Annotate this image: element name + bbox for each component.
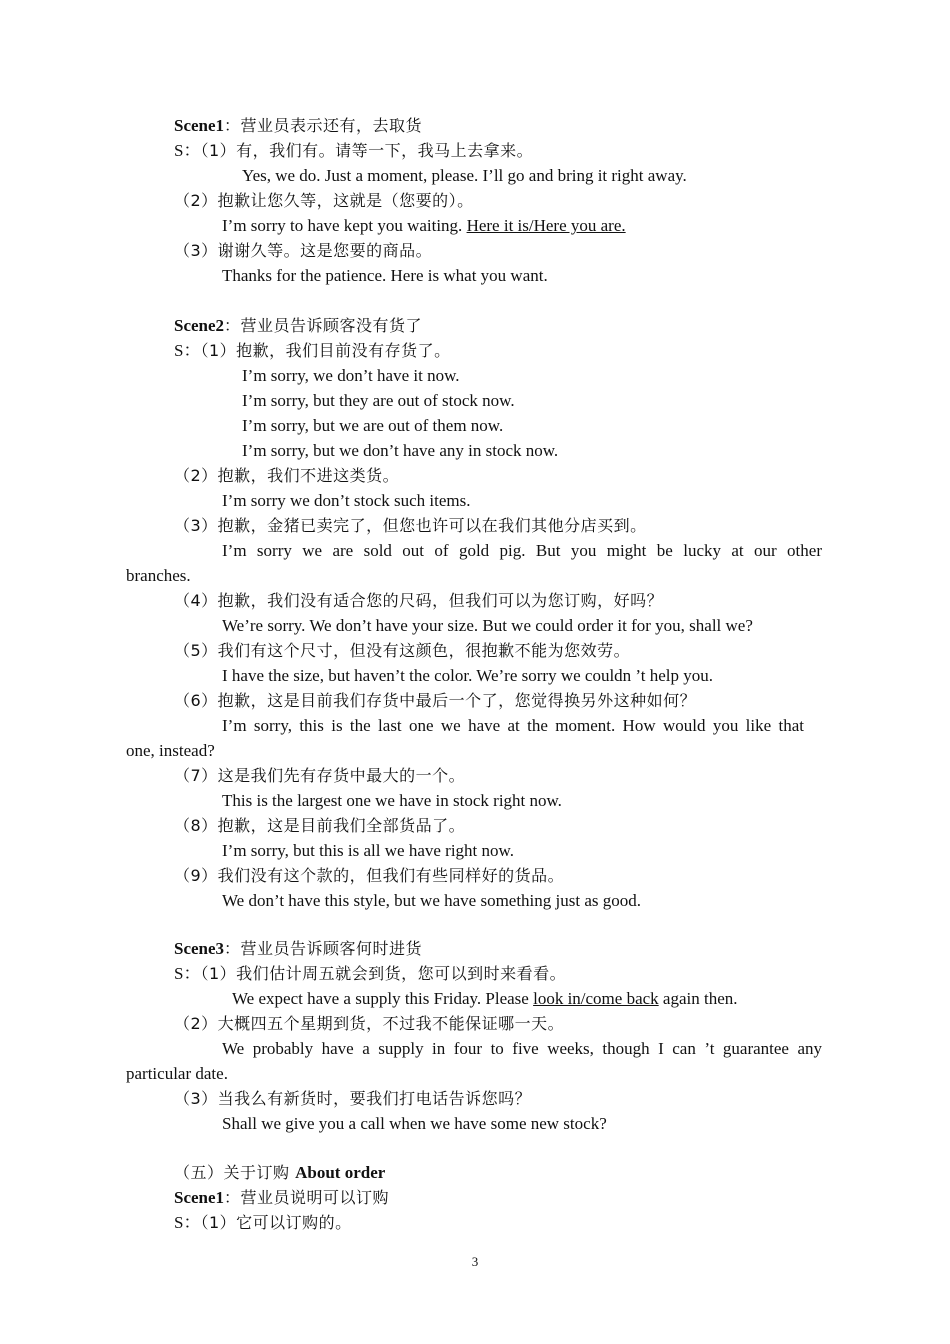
scene1-line1-zh [174, 140, 533, 162]
speaker-prefix: S： [174, 964, 201, 983]
scene2-line1-en-c: I’m sorry, but we are out of them now. [242, 416, 504, 435]
scene1-line3-zh: （3）谢谢久等。这是您要的商品。 [174, 241, 433, 260]
scene1b-heading: Scene1 [174, 1188, 225, 1207]
scene3-line2-zh: （2）大概四五个星期到货，不过我不能保证哪一天。 [174, 1014, 565, 1033]
scene3-line1-zh [174, 963, 566, 985]
scene3-line1-underlined-phrase: look in/come back [533, 989, 659, 1008]
scene1b-heading-line [174, 1187, 389, 1209]
scene2-line3-en-a: I’m sorry we are sold out of gold pig. But you might be lucky at our other [222, 541, 822, 560]
speaker-prefix: S： [174, 141, 201, 160]
scene2-line4-en: We’re sorry. We don’t have your size. But we could order it for you, shall we? [222, 616, 753, 635]
scene1-line2-zh: （2）抱歉让您久等，这就是（您要的）。 [174, 191, 474, 210]
speaker-prefix: S： [174, 341, 201, 360]
scene2-line9-zh: （9）我们没有这个款的，但我们有些同样好的货品。 [174, 866, 565, 885]
scene3-line1-en-text: We expect have a supply this Friday. Please [232, 989, 534, 1008]
scene2-line1-zh [174, 340, 451, 362]
scene2-line6-zh: （6）抱歉，这是目前我们存货中最后一个了，您觉得换另外这种如何？ [174, 691, 697, 710]
scene1-line2-underlined-phrase: Here it is/Here you are. [466, 216, 626, 235]
scene2-line1-en-a: I’m sorry, we don’t have it now. [242, 366, 460, 385]
scene1b-line1-zh-text: （1）它可以订购的。 [200, 1213, 352, 1232]
scene2-line8-en: I’m sorry, but this is all we have right now. [222, 841, 514, 860]
scene1-heading-line [174, 115, 422, 137]
scene2-line1-zh-text: （1）抱歉，我们目前没有存货了。 [200, 341, 451, 360]
scene3-line3-zh: （3）当我么有新货时，要我们打电话告诉您吗？ [174, 1089, 532, 1108]
scene3-heading-desc: ：营业员告诉顾客何时进货 [224, 939, 423, 958]
scene2-line5-en: I have the size, but haven’t the color. We’re sorry we couldn ’t help you. [222, 666, 714, 685]
scene1b-heading-desc: ：营业员说明可以订购 [224, 1188, 390, 1207]
scene2-line2-zh: （2）抱歉，我们不进这类货。 [174, 466, 400, 485]
scene3-heading: Scene3 [174, 939, 225, 958]
scene1-line1-zh-text: （1）有，我们有。请等一下，我马上去拿来。 [200, 141, 534, 160]
scene2-heading: Scene2 [174, 316, 225, 335]
scene2-line4-zh: （4）抱歉，我们没有适合您的尺码，但我们可以为您订购，好吗？ [174, 591, 664, 610]
scene1-line1-en: Yes, we do. Just a moment, please. I’ll go and bring it right away. [242, 166, 687, 185]
scene2-line1-en-d: I’m sorry, but we don’t have any in stock now. [242, 441, 559, 460]
scene1-heading: Scene1 [174, 116, 225, 135]
scene1-heading-desc: ：营业员表示还有，去取货 [224, 116, 423, 135]
section5-title-en: About order [295, 1163, 386, 1182]
scene2-line5-zh: （5）我们有这个尺寸，但没有这颜色，很抱歉不能为您效劳。 [174, 641, 631, 660]
scene2-line2-en: I’m sorry we don’t stock such items. [222, 491, 471, 510]
scene3-line2-en-a: We probably have a supply in four to five weeks, though I can ’t guarantee any [222, 1039, 822, 1058]
scene3-heading-line [174, 938, 422, 960]
scene3-line1-zh-text: （1）我们估计周五就会到货，您可以到时来看看。 [200, 964, 567, 983]
scene1-line3-en: Thanks for the patience. Here is what you want. [222, 266, 548, 285]
scene2-line6-en-b: one, instead? [126, 741, 215, 760]
page-number: 3 [471, 1254, 479, 1269]
scene1-line2-en [222, 215, 636, 237]
scene2-line1-en-b: I’m sorry, but they are out of stock now. [242, 391, 515, 410]
scene2-line7-zh: （7）这是我们先有存货中最大的一个。 [174, 766, 466, 785]
scene2-line3-zh: （3）抱歉，金猪已卖完了，但您也许可以在我们其他分店买到。 [174, 516, 647, 535]
scene3-line1-en [232, 988, 738, 1010]
scene1-line2-en-text: I’m sorry to have kept you waiting. [222, 216, 467, 235]
section5-title-zh: （五）关于订购 [174, 1163, 296, 1182]
scene1b-line1-zh [174, 1212, 352, 1234]
scene2-line6-en-a: I’m sorry, this is the last one we have at the moment. How would you like that [222, 716, 804, 735]
scene3-line2-en-b: particular date. [126, 1064, 228, 1083]
scene2-line7-en: This is the largest one we have in stock right now. [222, 791, 562, 810]
scene3-line3-en: Shall we give you a call when we have some new stock? [222, 1114, 607, 1133]
scene3-line1-en-tail: again then. [658, 989, 738, 1008]
speaker-prefix: S： [174, 1213, 201, 1232]
scene2-line8-zh: （8）抱歉，这是目前我们全部货品了。 [174, 816, 466, 835]
section5-title [174, 1162, 385, 1184]
scene2-line9-en: We don’t have this style, but we have something just as good. [222, 891, 642, 910]
scene2-heading-desc: ：营业员告诉顾客没有货了 [224, 316, 423, 335]
scene2-line3-en-b: branches. [126, 566, 191, 585]
scene2-heading-line [174, 315, 422, 337]
